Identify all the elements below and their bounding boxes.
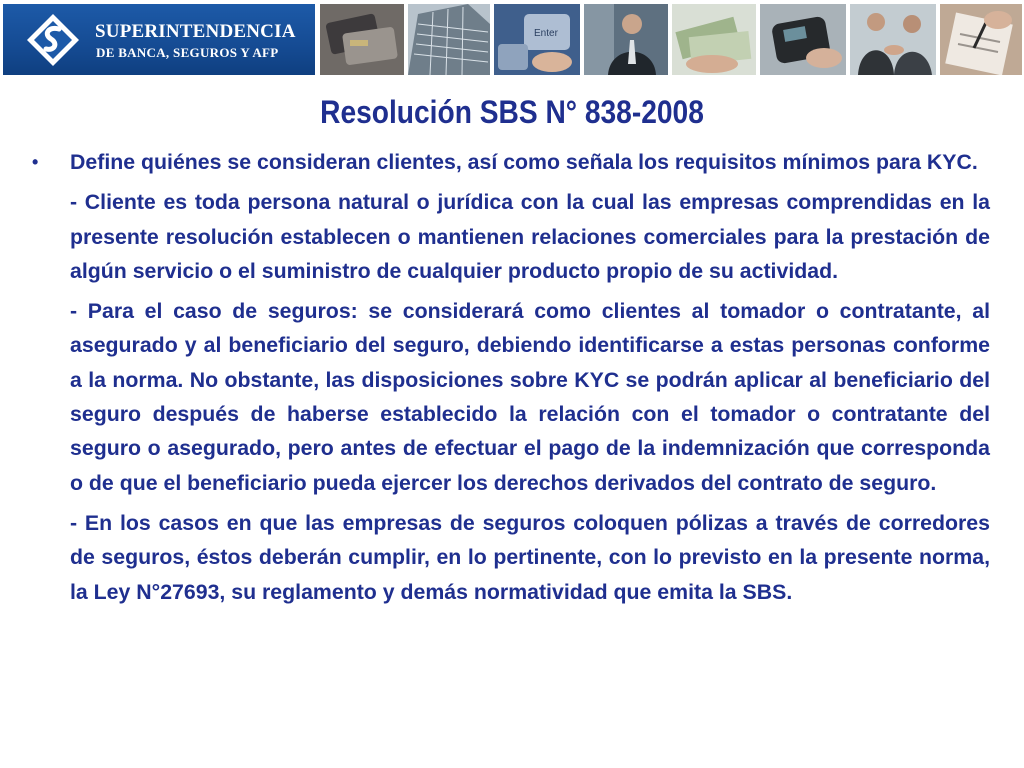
svg-text:Enter: Enter xyxy=(534,28,558,39)
photo-handshake xyxy=(850,4,936,75)
slide-title: Resolución SBS N° 838-2008 xyxy=(320,94,704,130)
bullet-text: Define quiénes se consideran clientes, así como señala los requisitos mínimos para KYC. xyxy=(70,150,978,174)
sub-paragraph-cliente: - Cliente es toda persona natural o jurídica con la cual las empresas comprendidas en la presente resolución establecen o mantienen relaciones comerciales para la prestación de algún servicio o el suministro de cualquier producto propio de su actividad. xyxy=(70,190,990,283)
sbs-diamond-icon xyxy=(25,12,81,68)
photo-building xyxy=(408,4,490,75)
photo-card-terminal xyxy=(760,4,846,75)
photo-banknotes xyxy=(672,4,756,75)
photo-signing-document xyxy=(940,4,1022,75)
bullet-dot-icon: • xyxy=(32,152,39,172)
sbs-logo xyxy=(3,4,315,75)
photo-keyboard-enter xyxy=(494,4,580,75)
photo-credit-cards xyxy=(320,4,404,75)
logo-title: SUPERINTENDENCIA xyxy=(95,21,296,42)
sub-paragraph-corredores: - En los casos en que las empresas de seguros coloquen pólizas a través de corredores de seguros, éstos deberán cumplir, en lo pertinente, con lo previsto en la presente norma, la Ley N°27693, su reglamento y demás normatividad que emita la SBS. xyxy=(70,510,990,604)
header-banner xyxy=(0,0,1024,78)
logo-subtitle: DE BANCA, SEGUROS Y AFP xyxy=(96,45,279,60)
slide-content xyxy=(28,145,990,609)
bullet-item xyxy=(28,145,990,179)
photo-businessman xyxy=(584,4,668,75)
sub-paragraph-seguros: - Para el caso de seguros: se considerará como clientes al tomador o contratante, al asegurado y al beneficiario del seguro, debiendo identificarse a estas personas conforme a la norma. No obstante, las disposiciones sobre KYC se podrán aplicar al beneficiario del seguro después de haberse establecido la relación con el tomador o contratante del seguro o asegurado, pero antes de efectuar el pago de la indemnización que corresponda o de que el beneficiario pueda ejercer los derechos derivados del contrato de seguro. xyxy=(70,299,990,495)
